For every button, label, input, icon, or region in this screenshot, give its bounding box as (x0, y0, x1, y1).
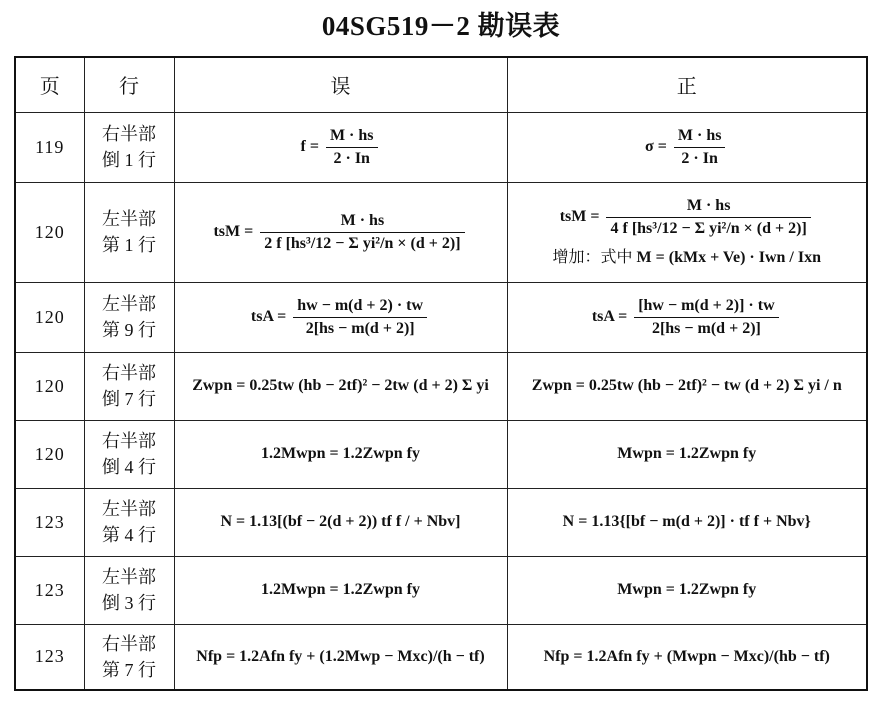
numerator: hw − m(d + 2) · tw (293, 297, 427, 318)
correct-formula (507, 182, 867, 282)
formula-lhs: tsM = (559, 208, 600, 226)
page-cell: 120 (15, 182, 84, 282)
formula-lhs: f = (300, 137, 319, 155)
denominator: 2 · In (681, 149, 718, 167)
formula-lhs: tsA = (250, 307, 287, 325)
correct-formula: Mwpn = 1.2Zwpn fy (507, 420, 867, 488)
added-note (508, 244, 867, 267)
formula-lhs: tsM = (213, 222, 254, 240)
line-position: 第 9 行 (102, 320, 156, 340)
header-wrong: 误 (174, 57, 507, 112)
page-cell: 123 (15, 556, 84, 624)
header-row (15, 57, 867, 112)
correct-formula (507, 282, 867, 352)
errata-table (14, 56, 868, 691)
line-position: 倒 1 行 (102, 150, 156, 170)
header-correct: 正 (507, 57, 867, 112)
note-formula: M = (kMx + Ve) · Iwn / Ixn (636, 249, 821, 266)
formula-fraction (674, 127, 726, 168)
line-part: 右半部 (102, 362, 156, 383)
correct-formula (507, 112, 867, 182)
denominator: 2[hs − m(d + 2)] (651, 319, 761, 337)
correct-formula: Zwpn = 0.25tw (hb − 2tf)² − tw (d + 2) Σ yi / n (507, 352, 867, 420)
wrong-formula: Nfp = 1.2Afn fy + (1.2Mwp − Mxc)/(h − tf) (174, 624, 507, 690)
line-cell (84, 556, 174, 624)
correct-formula: Mwpn = 1.2Zwpn fy (507, 556, 867, 624)
wrong-formula (174, 112, 507, 182)
line-cell (84, 488, 174, 556)
correct-formula: N = 1.13{[bf − m(d + 2)] · tf f + Nbv} (507, 488, 867, 556)
wrong-formula (174, 182, 507, 282)
line-part: 右半部 (102, 430, 156, 451)
header-line: 行 (84, 57, 174, 112)
table-row (15, 556, 867, 624)
line-cell (84, 112, 174, 182)
numerator: M · hs (606, 197, 810, 218)
line-part: 左半部 (102, 498, 156, 519)
formula-fraction (634, 297, 778, 338)
denominator: 2 · In (333, 149, 370, 167)
formula-fraction (326, 127, 378, 168)
formula-fraction (606, 197, 810, 238)
denominator: 2[hs − m(d + 2)] (305, 319, 415, 337)
line-cell (84, 420, 174, 488)
line-position: 倒 3 行 (102, 593, 156, 613)
line-part: 右半部 (102, 123, 156, 144)
numerator: M · hs (674, 127, 726, 148)
formula-fraction (260, 212, 464, 253)
line-cell (84, 352, 174, 420)
formula-lhs: tsA = (591, 307, 628, 325)
note-label: 增加：式中 (552, 247, 633, 266)
line-part: 左半部 (102, 293, 156, 314)
table-row (15, 112, 867, 182)
wrong-formula (174, 282, 507, 352)
page-cell: 120 (15, 352, 84, 420)
document-title: 04SG519－2 勘误表 (321, 11, 561, 41)
line-cell (84, 624, 174, 690)
line-position: 第 1 行 (102, 235, 156, 255)
header-page: 页 (15, 57, 84, 112)
numerator: [hw − m(d + 2)] · tw (634, 297, 778, 318)
line-position: 倒 4 行 (102, 457, 156, 477)
page-cell: 120 (15, 420, 84, 488)
line-position: 第 7 行 (102, 659, 156, 680)
denominator: 4 f [hs³/12 − Σ yi²/n × (d + 2)] (610, 220, 807, 237)
line-cell (84, 182, 174, 282)
wrong-formula: N = 1.13[(bf − 2(d + 2)) tf f / + Nbv] (174, 488, 507, 556)
table-row (15, 420, 867, 488)
line-cell (84, 282, 174, 352)
wrong-formula: Zwpn = 0.25tw (hb − 2tf)² − 2tw (d + 2) Σ yi (174, 352, 507, 420)
page-cell: 120 (15, 282, 84, 352)
line-position: 第 4 行 (102, 525, 156, 545)
table-row (15, 282, 867, 352)
denominator: 2 f [hs³/12 − Σ yi²/n × (d + 2)] (264, 234, 461, 252)
table-row (15, 488, 867, 556)
table-row (15, 182, 867, 282)
numerator: M · hs (326, 127, 378, 148)
wrong-formula: 1.2Mwpn = 1.2Zwpn fy (174, 556, 507, 624)
wrong-formula: 1.2Mwpn = 1.2Zwpn fy (174, 420, 507, 488)
table-row (15, 624, 867, 690)
table-row (15, 352, 867, 420)
correct-formula: Nfp = 1.2Afn fy + (Mwpn − Mxc)/(hb − tf) (507, 624, 867, 690)
page-cell: 123 (15, 624, 84, 690)
formula-fraction (293, 297, 427, 338)
line-part: 左半部 (102, 566, 156, 587)
page-cell: 119 (15, 112, 84, 182)
line-part: 右半部 (102, 633, 156, 654)
line-part: 左半部 (102, 208, 156, 229)
formula-lhs: σ = (645, 137, 667, 155)
line-position: 倒 7 行 (102, 389, 156, 409)
page-cell: 123 (15, 488, 84, 556)
numerator: M · hs (260, 212, 464, 233)
